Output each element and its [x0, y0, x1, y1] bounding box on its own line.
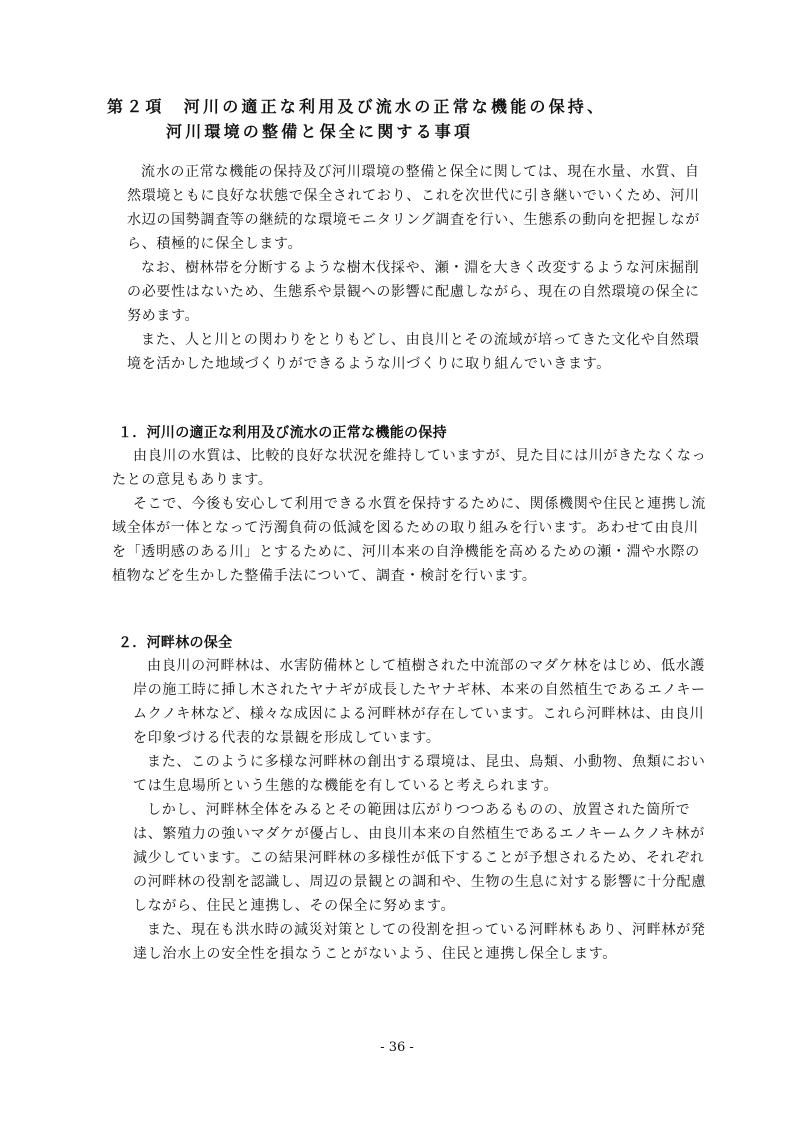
subsection-2-title: ２．河畔林の保全 — [118, 635, 233, 651]
intro-paragraph-2: なお、樹林帯を分断するような樹木伐採や、瀬・淵を大きく改変するような河床掘削の必要性はないため、生態系や景観への影響に配慮しながら、現在の自然環境の保全に努めます。 — [127, 260, 700, 324]
section-heading-line-2: 河川環境の整備と保全に関する事項 — [166, 122, 474, 141]
intro-paragraph-1: 流水の正常な機能の保持及び河川環境の整備と保全に関しては、現在水量、水質、自然環境ともに良好な状態で保全されており、これを次世代に引き継いでいくため、河川水辺の国勢調査等の継続的な環境モニタリング調査を行い、生態系の動向を把握しながら、積極的に保全します。 — [127, 164, 701, 252]
intro-paragraph-3: また、人と川との関わりをとりもどし、由良川とその流域が培ってきた文化や自然環境を活かした地域づくりができるような川づくりに取り組んでいきます。 — [127, 332, 700, 372]
subsection-2-paragraph-4: また、現在も洪水時の減災対策としての役割を担っている河畔林もあり、河畔林が発達し治水上の安全性を損なうことがないよう、住民と連携し保全します。 — [133, 922, 706, 962]
subsection-2-paragraph-3: しかし、河畔林全体をみるとその範囲は広がりつつあるものの、放置された箇所では、繁殖力の強いマダケが優占し、由良川本来の自然植生であるエノキームクノキ林が減少しています。この結果河畔林の多様性が低下することが予想されるため、それぞれの河畔林の役割を認識し、周辺の景観との調和や、生物の生息に対する影響に十分配慮しながら、住民と連携し、その保全に努めます。 — [133, 802, 707, 914]
subsection-2-paragraph-2: また、このように多様な河畔林の創出する環境は、昆虫、鳥類、小動物、魚類においては生息場所という生態的な機能を有していると考えられます。 — [133, 754, 706, 794]
subsection-1-title: １．河川の適正な利用及び流水の正常な機能の保持 — [118, 425, 447, 441]
subsection-2-paragraph-1: 由良川の河畔林は、水害防備林として植樹された中流部のマダケ林をはじめ、低水護岸の施工時に挿し木されたヤナギが成長したヤナギ林、本来の自然植生であるエノキームクノキ林など、様々な成因による河畔林が存在しています。これら河畔林は、由良川を印象づける代表的な景観を形成しています。 — [133, 658, 706, 746]
subsection-1-paragraph-2: そこで、今後も安心して利用できる水質を保持するために、関係機関や住民と連携し流域全体が一体となって汚濁負荷の低減を図るための取り組みを行います。あわせて由良川を「透明感のある川」とするために、河川本来の自浄機能を高めるための瀬・淵や水際の植物などを生かした整備手法について、調査・検討を行います。 — [112, 496, 707, 584]
page-number: - 36 - — [380, 1040, 414, 1055]
section-heading-line-1: 第２項 河川の適正な利用及び流水の正常な機能の保持、 — [107, 97, 607, 116]
subsection-1-paragraph-1: 由良川の水質は、比較的良好な状況を維持していますが、見た目には川がきたなくなったとの意見もあります。 — [112, 448, 707, 488]
